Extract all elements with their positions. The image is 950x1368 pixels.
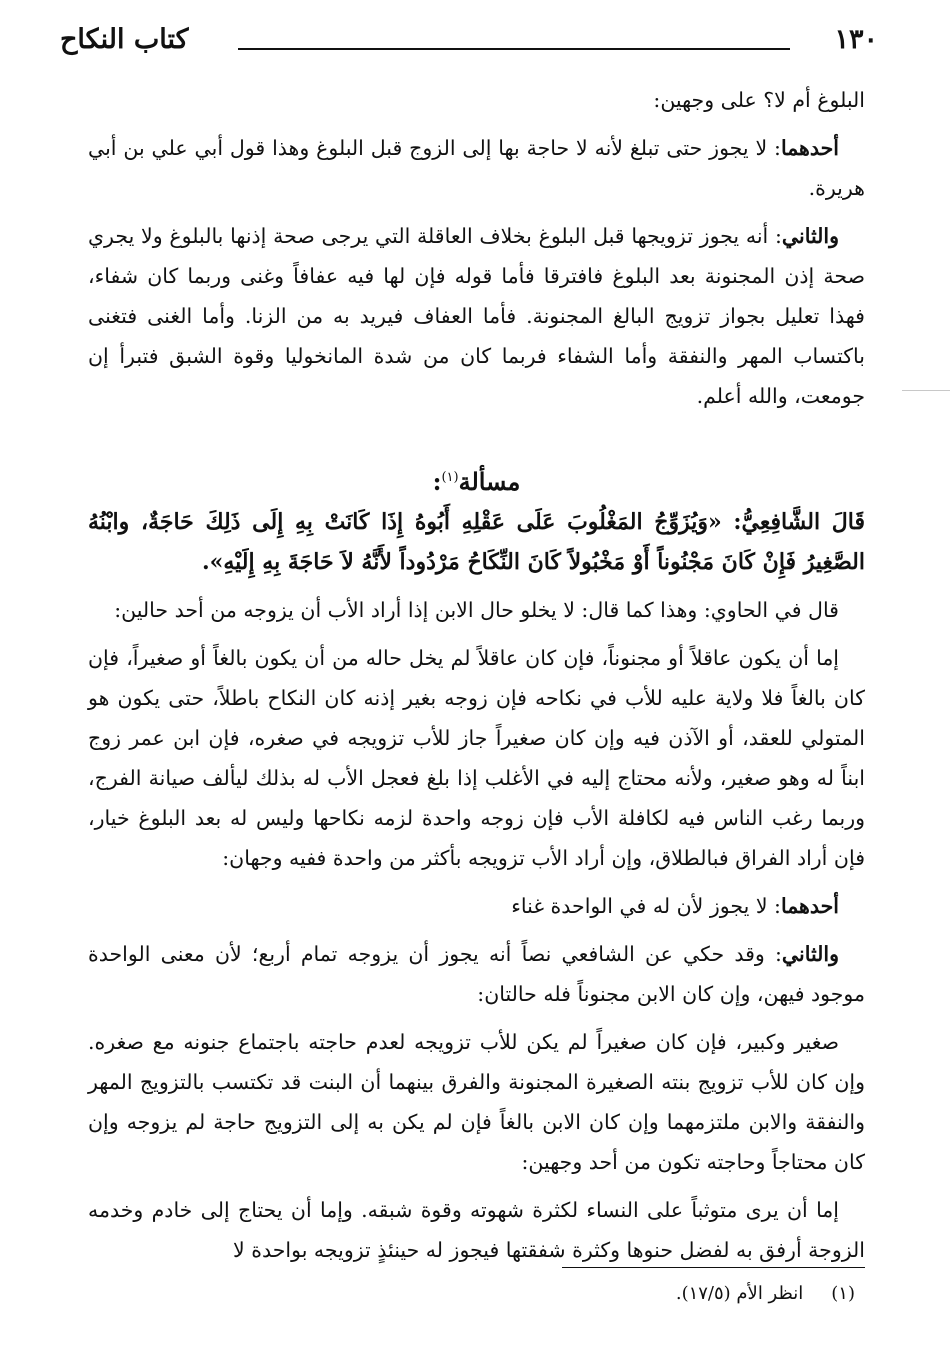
book-title: كتاب النكاح: [60, 24, 189, 55]
paragraph-need: إما أن يرى متوثباً على النساء لكثرة شهوته وقوة شبقه. وإما أن يحتاج إلى خادم وخدمه الزوجة أرفق به لفضل حنوها وكثرة شفقتها فيجوز له حينئذٍ تزويجه بواحدة لا: [88, 1198, 865, 1262]
margin-mark: [902, 390, 950, 391]
paragraph-hawi: قال في الحاوي: وهذا كما قال: لا يخلو حال الابن إذا أراد الأب أن يزوجه من أحد حالين:: [114, 598, 839, 622]
paragraph-1: البلوغ أم لا؟ على وجهين:: [653, 88, 865, 112]
second-opinion-text: : وقد حكي عن الشافعي نصاً أنه يجوز أن يزوجه تمام أربع؛ لأن معنى الواحدة موجود فيهن، وإن كان الابن مجنوناً فله حالتان:: [88, 942, 865, 1006]
second-opinion-label: والثاني: [781, 942, 839, 966]
page-header: [60, 20, 878, 70]
footnote-rule: [562, 1267, 865, 1268]
footnote: [676, 1279, 855, 1309]
first-opinion-label: أحدهما: [780, 894, 839, 918]
paragraph-insane-son: صغير وكبير، فإن كان صغيراً لم يكن للأب تزويجه لعدم حاجته باجتماع جنونه مع صغره. وإن كان للأب تزويج بنته الصغيرة المجنونة والفرق بينهما أن البنت قد تكتسب بالتزويج المهر والنفقة والابن ملتزمهما وإن كان الابن بالغاً فإن لم يكن به إلى التزويج حاجة لم يزوجه وإن كان محتاجاً وحاجته تكون من أحد وجهين:: [88, 1030, 865, 1174]
footnote-text: انظر الأم (١٧/٥).: [675, 1283, 804, 1304]
second-view-text: : أنه يجوز تزويجها قبل البلوغ بخلاف العاقلة التي يرجى صحة إذنها بالبلوغ ولا يجري صحة إذن المجنونة بعد البلوغ فافترقا فأما قوله فإن لها فيه عفافاً وغنى وربما كان شفاء، فهذا تعليل بجواز تزويج البالغ المجنونة. فأما العفاف فيريد به من الزنا. وأما الغنى فتغنى باكتساب المهر والنفقة وأما الشفاء فربما كان من شدة المانخوليا وقوة الشبق فتبرأ إن جومعت، والله أعلم.: [88, 224, 865, 408]
shafii-quote: قَالَ الشَّافِعِيُّ: «وَيُزَوِّجُ المَغْلُوبَ عَلَى عَقْلِهِ أَبُوهُ إِذَا كَانَتْ بِهِ إِلَى ذَلِكَ حَاجَةٌ، وابْنُهُ الصَّغِيرُ فَإِنْ كَانَ مَجْنُوناً أَوْ مَخْبُولاً كَانَ النِّكَاحُ مَرْدُوداً لأَنَّهُ لاَ حَاجَةَ بِهِ إِلَيْهِ».: [88, 509, 865, 575]
section-title: [88, 458, 865, 502]
paragraph-sane-son: إما أن يكون عاقلاً أو مجنوناً، فإن كان عاقلاً لم يخل حاله من أن يكون بالغاً أو صغيراً، فإن كان بالغاً فلا ولاية عليه للأب في نكاحه فإن زوجه بغير إذنه كان النكاح باطلاً، حتى يكون هو المتولي للعقد، أو الآذن فيه وإن كان صغيراً جاز للأب تزويجه في صغره، فإن ابن عمر زوج ابناً له وهو صغير، ولأنه محتاج إليه في الأغلب إذا بلغ فعجل الأب له بذلك ليألف صيانة الفرج، وربما رغب الناس فيه لكافلة الأب فإن زوجه واحدة لزمه نكاحها وليس له بعد البلوغ خيار، فإن أراد الفراق فبالطلاق، وإن أراد الأب تزويجه بأكثر من واحدة ففيه وجهان:: [88, 646, 865, 870]
page-number: ١٣٠: [834, 24, 878, 55]
first-opinion-text: : لا يجوز لأن له في الواحدة غناء: [511, 894, 781, 918]
paragraph-first-opinion: [88, 886, 865, 926]
section-title-text: مسألة: [458, 467, 521, 496]
second-view-label: والثاني: [781, 224, 839, 248]
main-text: [88, 80, 865, 1270]
header-rule: [238, 48, 790, 50]
paragraph-first-view: [88, 128, 865, 208]
footnote-ref: (١): [441, 470, 459, 485]
first-view-text: : لا يجوز حتى تبلغ لأنه لا حاجة بها إلى الزوج قبل البلوغ وهذا قول أبي علي بن أبي هريرة.: [88, 136, 865, 200]
section-title-colon: :: [432, 467, 442, 496]
first-view-label: أحدهما: [780, 136, 839, 160]
paragraph-second-view: [88, 216, 865, 416]
footnote-number: (١): [831, 1283, 855, 1304]
paragraph-second-opinion: [88, 934, 865, 1014]
